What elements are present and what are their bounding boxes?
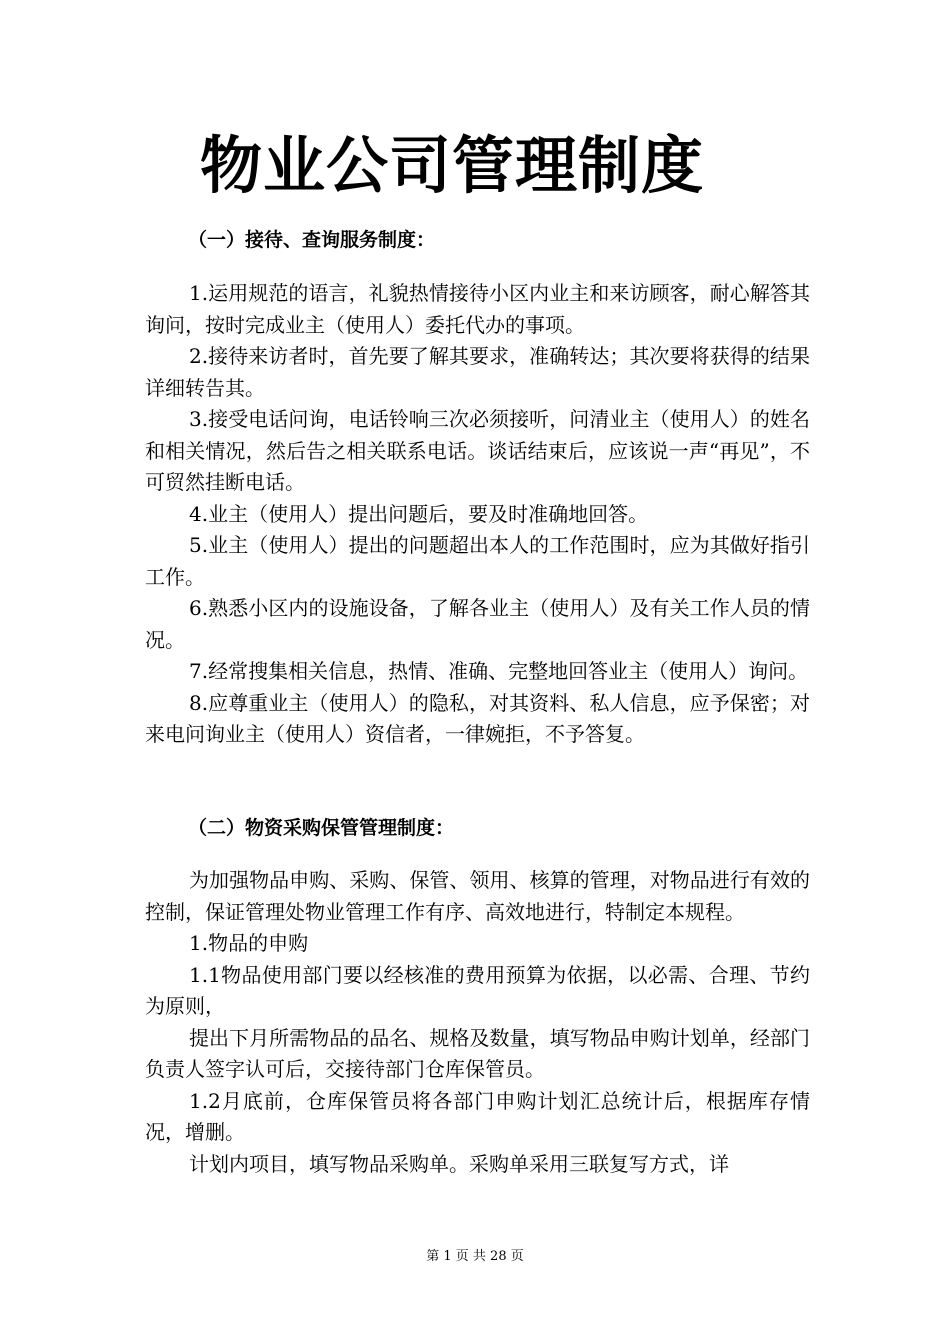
paragraph: 7.经常搜集相关信息，热情、准确、完整地回答业主（使用人）询问。	[189, 659, 809, 683]
paragraph: 6.熟悉小区内的设施设备，了解各业主（使用人）及有关工作人员的情况。	[145, 596, 810, 652]
paragraph: 8.应尊重业主（使用人）的隐私，对其资料、私人信息，应予保密；对来电问询业主（使用人）资信者，一律婉拒，不予答复。	[145, 690, 810, 746]
paragraph: 1.物品的申购	[189, 931, 309, 955]
paragraph: 为加强物品申购、采购、保管、领用、核算的管理，对物品进行有效的控制，保证管理处物业管理工作有序、高效地进行，特制定本规程。	[145, 868, 810, 924]
section-heading-reception: （一）接待、查询服务制度：	[188, 229, 436, 251]
paragraph: 3.接受电话问询，电话铃响三次必须接听，问清业主（使用人）的姓名和相关情况，然后告之相关联系电话。谈话结束后，应该说一声“再见”，不可贸然挂断电话。	[145, 407, 810, 494]
paragraph: 4.业主（使用人）提出问题后，要及时准确地回答。	[189, 501, 649, 526]
document-title: 物业公司管理制度	[200, 129, 705, 202]
paragraph: 提出下月所需物品的品名、规格及数量，填写物品申购计划单，经部门负责人签字认可后，交接待部门仓库保管员。	[145, 1025, 810, 1081]
section-body-reception	[145, 278, 810, 751]
page-footer: 第 1 页 共 28 页	[426, 1249, 524, 1264]
paragraph: 1.运用规范的语言，礼貌热情接待小区内业主和来访顾客，耐心解答其询问，按时完成业主（使用人）委托代办的事项。	[145, 281, 810, 337]
section-body-procurement	[145, 865, 810, 1180]
paragraph: 5.业主（使用人）提出的问题超出本人的工作范围时，应为其做好指引工作。	[145, 533, 810, 589]
paragraph: 计划内项目，填写物品采购单。采购单采用三联复写方式，详	[189, 1151, 729, 1176]
paragraph: 1.2月底前，仓库保管员将各部门申购计划汇总统计后，根据库存情况，增删。	[145, 1088, 810, 1144]
section-heading-procurement: （二）物资采购保管管理制度：	[188, 817, 455, 839]
paragraph: 1.1物品使用部门要以经核准的费用预算为依据，以必需、合理、节约为原则，	[145, 962, 810, 1018]
paragraph: 2.接待来访者时，首先要了解其要求，准确转达；其次要将获得的结果详细转告其。	[145, 344, 810, 400]
